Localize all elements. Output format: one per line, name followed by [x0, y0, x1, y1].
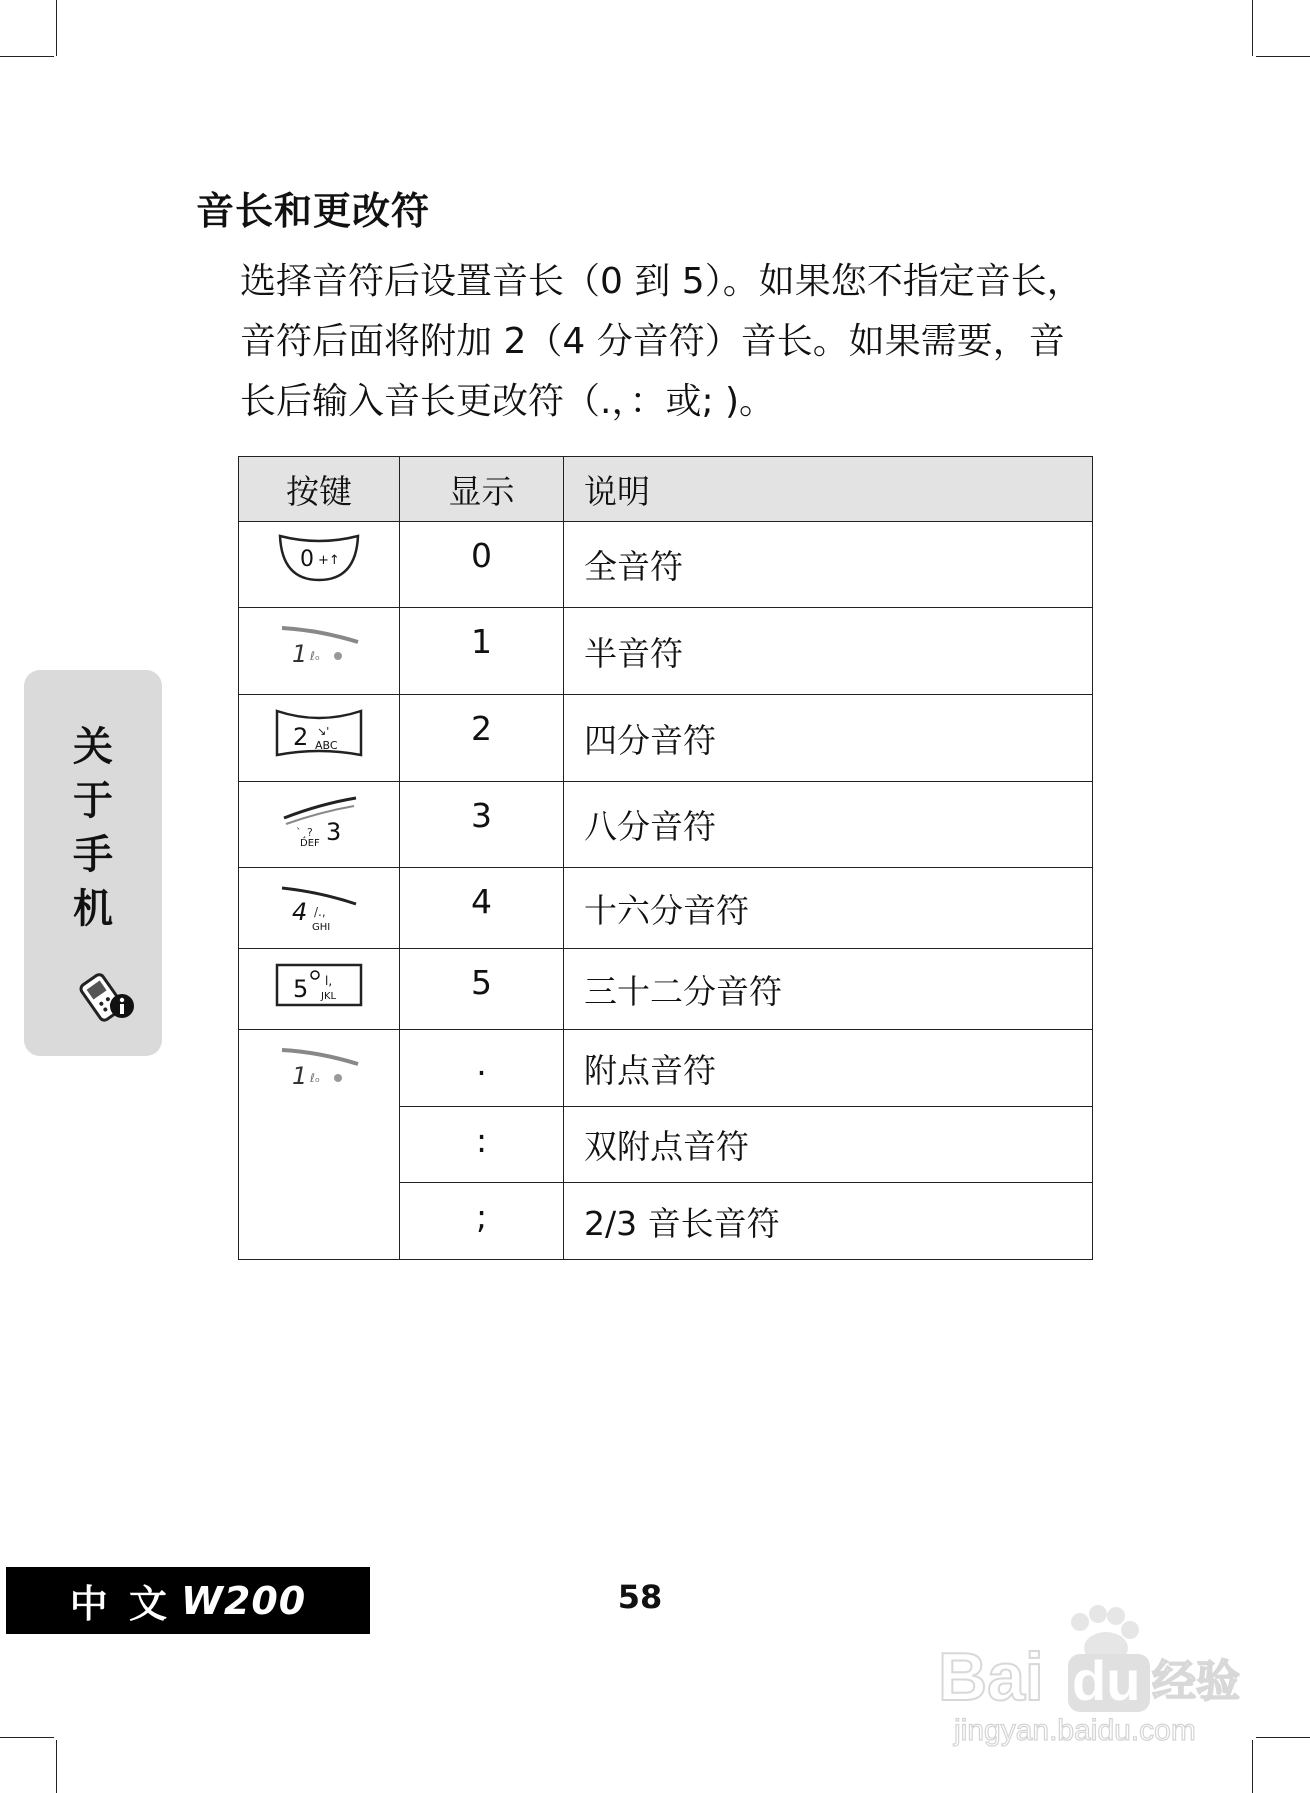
crop-mark: [0, 56, 54, 57]
side-tab-char: 机: [73, 885, 113, 932]
side-tab: [24, 670, 162, 1056]
description-cell: 半音符: [564, 608, 1093, 695]
paragraph-line: 选择音符后设置音长（0 到 5）。如果您不指定音长，: [240, 261, 1083, 302]
body-paragraph: [240, 252, 1100, 432]
description-cell: 三十二分音符: [564, 949, 1093, 1030]
key-0-icon: [274, 532, 364, 592]
description-cell: 附点音符: [564, 1030, 1093, 1107]
display-cell: :: [400, 1107, 564, 1183]
crop-mark: [1256, 1737, 1310, 1738]
key-1-icon: [274, 1040, 364, 1100]
crop-mark: [1252, 0, 1253, 56]
description-cell: 四分音符: [564, 695, 1093, 782]
side-tab-char: 关: [73, 723, 113, 770]
svg-text:1: 1: [292, 1062, 308, 1090]
svg-text:ABC: ABC: [315, 739, 338, 752]
svg-text:GHI: GHI: [312, 922, 331, 933]
svg-text:5: 5: [293, 975, 309, 1003]
side-tab-char: 手: [73, 831, 113, 878]
table-row: [239, 695, 1093, 782]
header-key: 按键: [239, 457, 400, 522]
baidu-watermark-logo: [930, 1600, 1250, 1754]
svg-text:+↑: +↑: [318, 553, 340, 568]
key-3-icon: [274, 792, 364, 856]
description-cell: 2/3 音长音符: [564, 1183, 1093, 1260]
table-row: [239, 608, 1093, 695]
table-header-row: [239, 457, 1093, 522]
table-row: [239, 949, 1093, 1030]
display-cell: 5: [400, 949, 564, 1030]
key-cell: [239, 782, 400, 868]
key-cell: [239, 608, 400, 695]
description-cell: 全音符: [564, 522, 1093, 608]
key-cell: [239, 522, 400, 608]
side-tab-label: [24, 720, 162, 936]
footer-model: W200: [180, 1578, 307, 1623]
key-5-icon: [271, 959, 367, 1019]
display-cell: ;: [400, 1183, 564, 1260]
svg-text:↘': ↘': [317, 725, 330, 738]
svg-text:Bai: Bai: [938, 1639, 1044, 1715]
key-cell: [239, 868, 400, 949]
key-cell: [239, 949, 400, 1030]
key-1-icon: [274, 618, 364, 678]
description-cell: 双附点音符: [564, 1107, 1093, 1183]
key-cell: [239, 695, 400, 782]
header-description: 说明: [564, 457, 1093, 522]
description-cell: 十六分音符: [564, 868, 1093, 949]
table-row: [239, 782, 1093, 868]
svg-text:经验: 经验: [1152, 1656, 1240, 1707]
key-cell: [239, 1030, 400, 1260]
table-row: [239, 868, 1093, 949]
svg-text:DEF: DEF: [300, 838, 320, 848]
svg-text:1: 1: [292, 640, 308, 668]
crop-mark: [1256, 56, 1310, 57]
footer-product-label: [6, 1567, 370, 1634]
description-cell: 八分音符: [564, 782, 1093, 868]
paragraph-line: 音符后面将附加 2（4 分音符）音长。如果需要，音: [240, 321, 1065, 362]
svg-text:du: du: [1072, 1649, 1141, 1712]
display-cell: 3: [400, 782, 564, 868]
crop-mark: [1252, 1740, 1253, 1793]
footer-language: 中 文: [69, 1582, 171, 1626]
key-2-icon: [271, 705, 367, 769]
table-row: [239, 522, 1093, 608]
side-tab-char: 于: [73, 777, 113, 824]
svg-text:l,: l,: [325, 974, 333, 988]
crop-mark: [56, 0, 57, 56]
phone-info-icon: [78, 970, 138, 1026]
svg-text:`¸?: `¸?: [296, 826, 313, 839]
svg-text:0: 0: [300, 547, 314, 572]
svg-text:4: 4: [292, 898, 308, 926]
display-cell: 0: [400, 522, 564, 608]
crop-mark: [56, 1740, 57, 1793]
svg-text:jingyan.baidu.com: jingyan.baidu.com: [954, 1714, 1196, 1747]
svg-text:3: 3: [326, 818, 342, 846]
svg-text:JKL: JKL: [321, 991, 337, 1002]
display-cell: .: [400, 1030, 564, 1107]
display-cell: 1: [400, 608, 564, 695]
page-number: 58: [617, 1578, 663, 1616]
crop-mark: [0, 1737, 54, 1738]
header-display: 显示: [400, 457, 564, 522]
key-4-icon: [274, 878, 364, 942]
display-cell: 2: [400, 695, 564, 782]
display-cell: 4: [400, 868, 564, 949]
svg-text:2: 2: [293, 723, 309, 751]
svg-text:/.,: /.,: [314, 905, 326, 919]
note-length-table: [238, 456, 1093, 1260]
svg-text:ℓₒ: ℓₒ: [310, 649, 320, 663]
section-title: 音长和更改符: [196, 188, 431, 233]
table-row: [239, 1030, 1093, 1107]
svg-text:ℓₒ: ℓₒ: [310, 1071, 320, 1085]
paragraph-line: 长后输入音长更改符（.，：或; )。: [240, 381, 776, 422]
